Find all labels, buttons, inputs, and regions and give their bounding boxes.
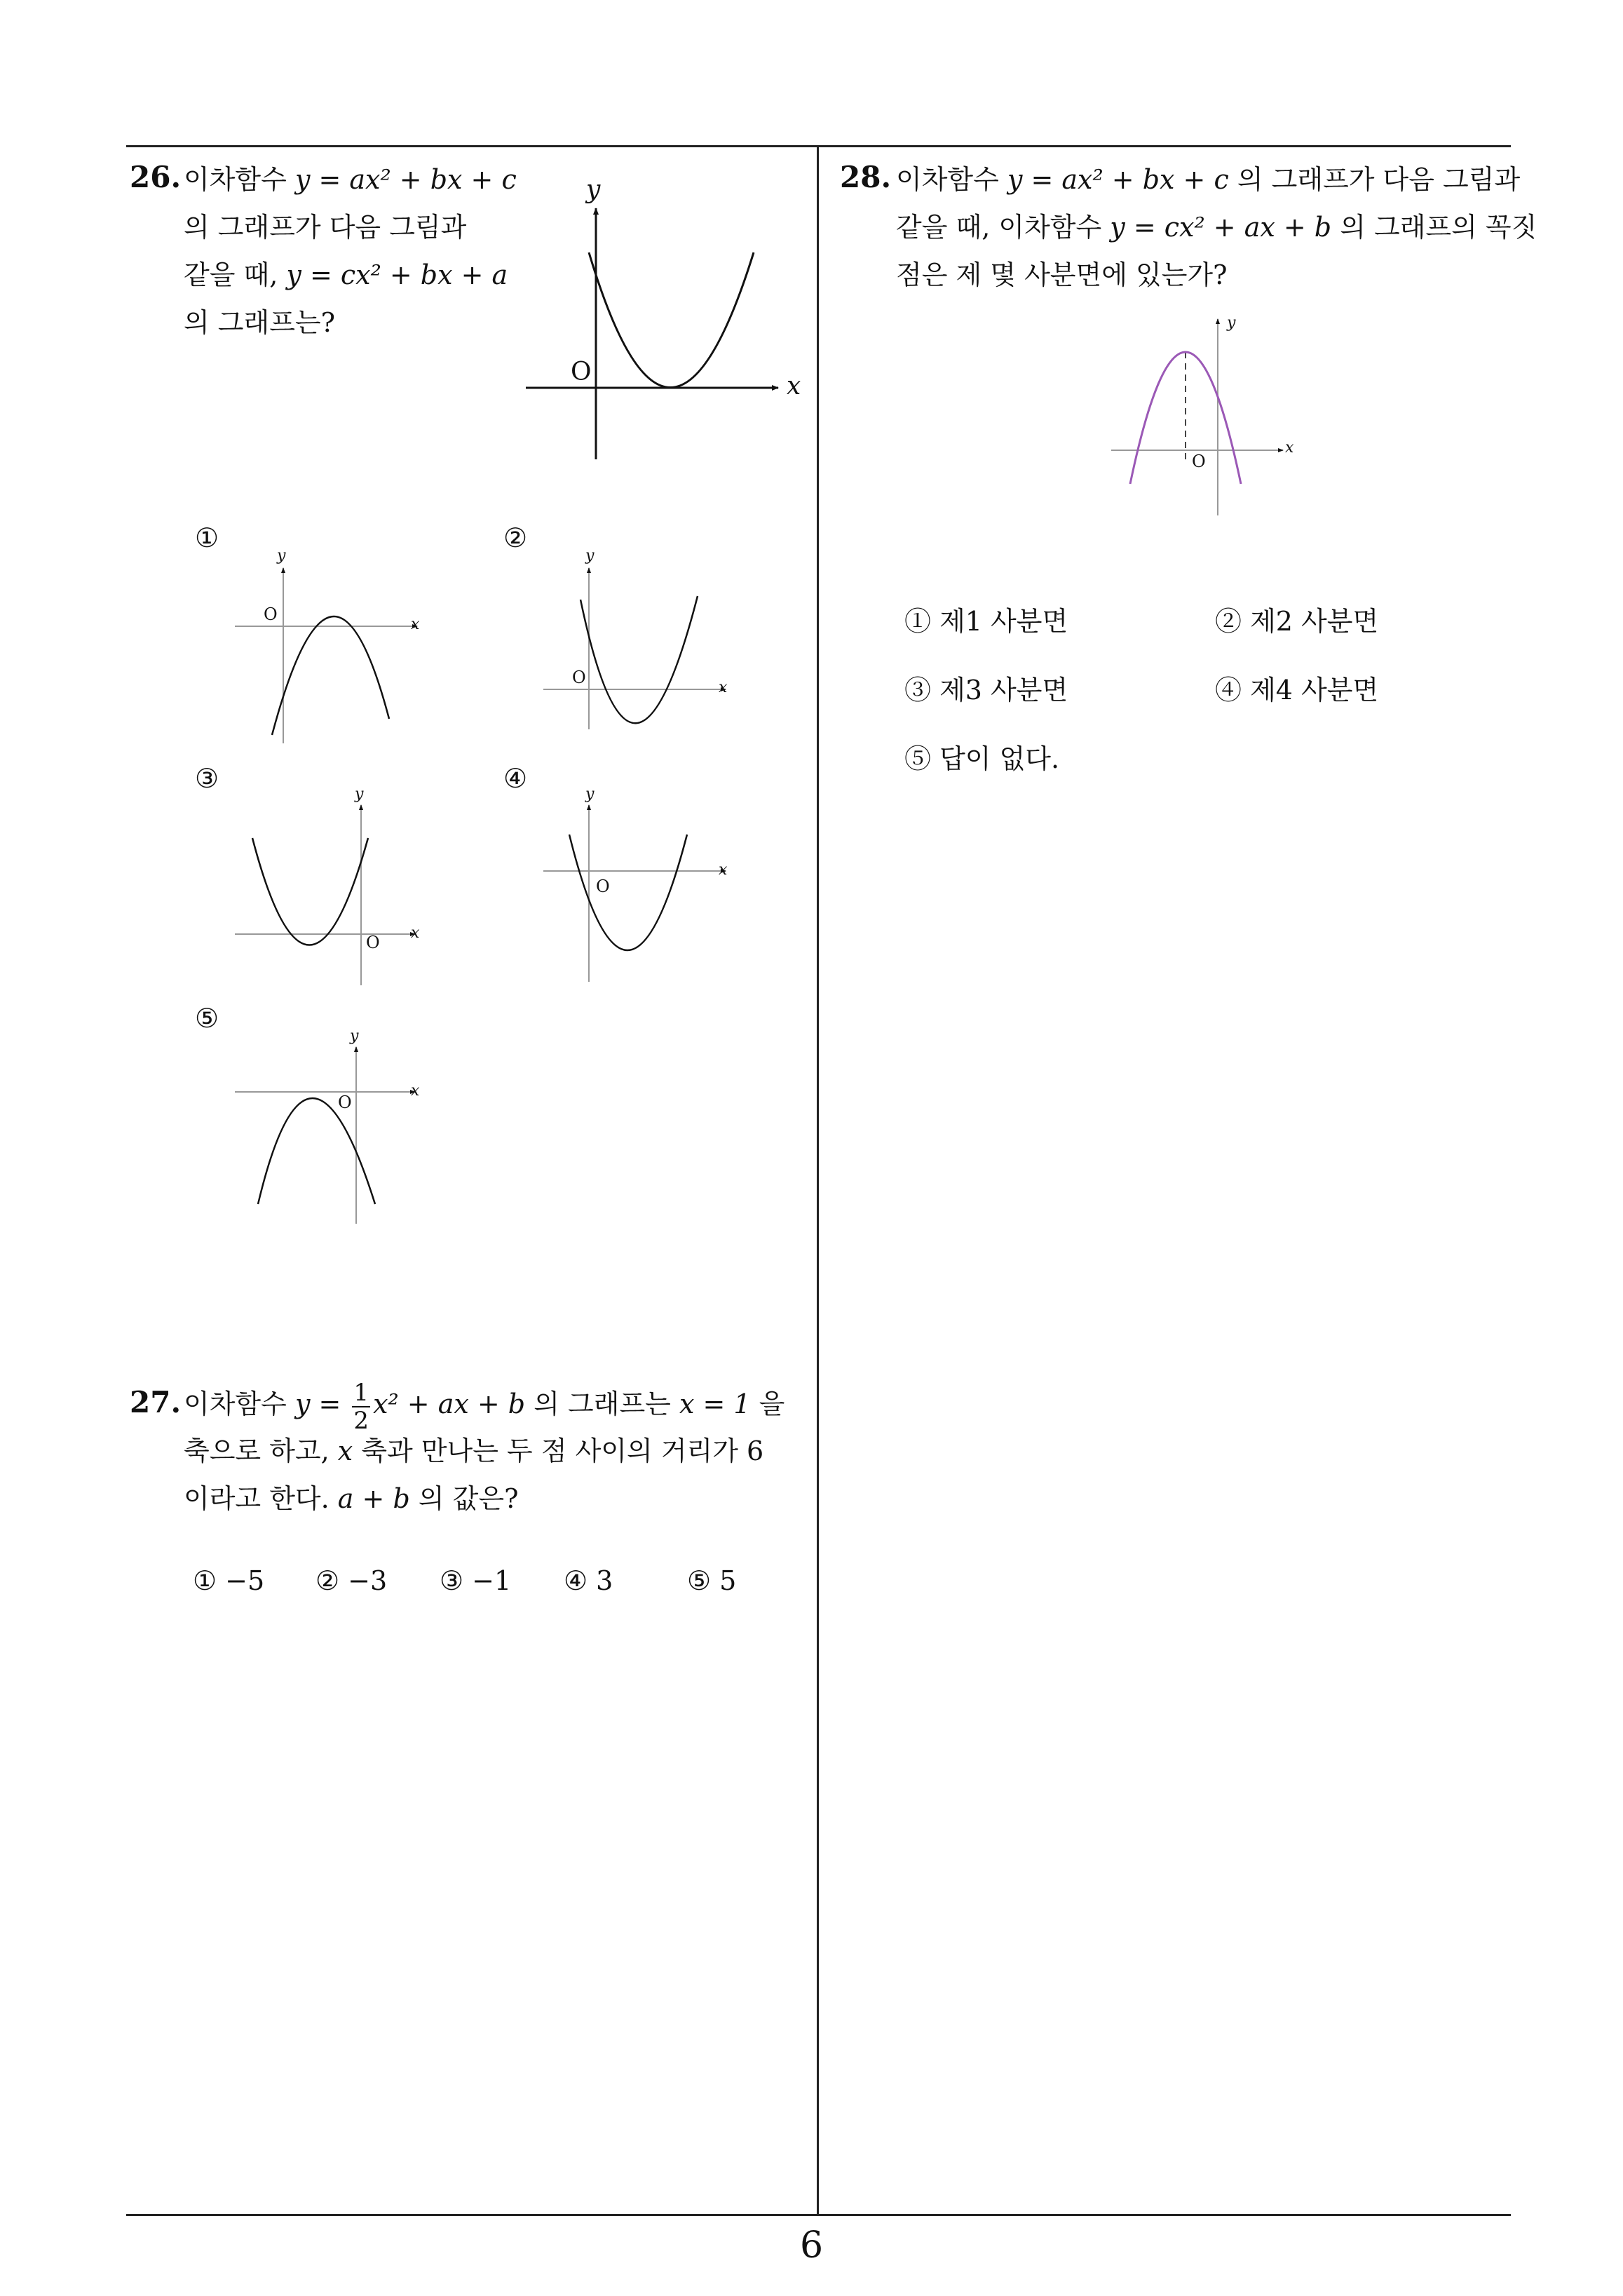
q28-choice-3[interactable]: ③ 제3 사분면: [904, 675, 1068, 705]
q27-line-1: [184, 1376, 785, 1435]
q27-line-1-text-c: 을: [759, 1389, 785, 1419]
q27-choice-5[interactable]: ⑤ 5: [687, 1565, 737, 1596]
q26-opt4-origin-label: O: [596, 877, 610, 896]
q26-option-3-graph[interactable]: [231, 792, 428, 989]
q26-option-5-graph[interactable]: [231, 1034, 428, 1231]
q28-curve: [1130, 352, 1241, 484]
bottom-rule: [126, 2214, 1511, 2216]
q28-line-2-text-b: 의 그래프의 꼭짓: [1340, 212, 1537, 243]
q28-line-1-math: y = ax² + bx + c: [1007, 164, 1229, 195]
q27-line-3-text-b: 의 값은?: [418, 1483, 519, 1514]
q27-line-3-text-a: 이라고 한다.: [184, 1483, 330, 1514]
q26-opt1-origin-label: O: [264, 605, 278, 624]
q28-line-3: 점은 제 몇 사분면에 있는가?: [896, 259, 1228, 290]
q26-opt3-curve: [252, 838, 368, 945]
q28-line-2: [896, 203, 1537, 251]
q28-choice-2[interactable]: ② 제2 사분면: [1215, 606, 1379, 637]
q27-fraction: [352, 1378, 370, 1435]
q27-line-1-text-a: 이차함수: [184, 1389, 287, 1419]
q27-line-1-text-b: 의 그래프는: [534, 1389, 671, 1419]
q28-line-1: [896, 156, 1520, 203]
q26-opt5-curve: [258, 1098, 375, 1204]
q26-main-y-label: y: [586, 175, 601, 204]
q26-line-1-text: 이차함수: [184, 164, 287, 195]
q28-graph: [1108, 316, 1318, 519]
q26-opt4-curve: [569, 835, 687, 950]
q26-opt5-origin-label: O: [338, 1093, 352, 1112]
q28-choice-1[interactable]: ① 제1 사분면: [904, 606, 1068, 637]
q26-opt3-origin-label: O: [366, 933, 380, 952]
q26-option-2-marker[interactable]: ②: [503, 522, 528, 553]
q26-opt1-curve: [272, 616, 389, 735]
q26-opt4-x-label: x: [719, 861, 728, 879]
q27-line-3-math: a + b: [337, 1483, 410, 1514]
q26-opt3-y-label: y: [355, 785, 364, 803]
q26-line-3: [184, 251, 508, 299]
column-divider: [817, 145, 819, 2214]
q26-opt1-y-label: y: [277, 547, 286, 565]
q26-option-2-graph[interactable]: [540, 554, 736, 743]
q26-opt5-y-label: y: [350, 1027, 359, 1045]
q26-main-curve: [589, 252, 754, 388]
q26-option-1-graph[interactable]: [231, 554, 428, 743]
q26-option-1-marker[interactable]: ①: [195, 522, 219, 553]
q27-line-1-math-c: x = 1: [679, 1389, 751, 1419]
q27-choice-2[interactable]: ② −3: [315, 1565, 388, 1596]
q27-choice-1[interactable]: ① −5: [193, 1565, 265, 1596]
q26-opt4-y-label: y: [585, 785, 595, 803]
q28-y-label: y: [1227, 314, 1236, 332]
q27-line-2-text-b: 축과 만나는 두 점 사이의 거리가 6: [361, 1436, 764, 1466]
q27-number: 27.: [130, 1385, 182, 1419]
q28-origin-label: O: [1192, 452, 1206, 471]
q26-opt3-x-label: x: [411, 924, 420, 942]
q26-line-3-math: y = cx² + bx + a: [286, 259, 508, 290]
q26-line-4: 의 그래프는?: [184, 307, 335, 338]
q26-number: 26.: [130, 160, 182, 194]
q27-choice-3[interactable]: ③ −1: [440, 1565, 512, 1596]
q27-line-1-math-a: y =: [294, 1389, 341, 1419]
q26-main-x-label: x: [787, 372, 801, 400]
q28-x-label: x: [1285, 439, 1294, 457]
q26-option-4-graph[interactable]: [540, 792, 736, 989]
q27-line-1-math-b: x² + ax + b: [373, 1389, 526, 1419]
q26-opt2-y-label: y: [585, 547, 595, 565]
q26-line-1: [184, 156, 517, 203]
q26-opt1-x-label: x: [411, 616, 420, 633]
q26-opt5-x-label: x: [411, 1082, 420, 1100]
q26-option-3-marker[interactable]: ③: [195, 763, 219, 794]
q27-line-3: [184, 1475, 518, 1522]
q28-choice-4[interactable]: ④ 제4 사분면: [1215, 675, 1379, 705]
q28-number: 28.: [840, 160, 892, 194]
q26-main-origin-label: O: [571, 358, 592, 386]
q26-option-5-marker[interactable]: ⑤: [195, 1003, 219, 1034]
q28-line-1-text-a: 이차함수: [896, 164, 999, 195]
q27-line-2: [184, 1427, 763, 1475]
q28-line-1-text-b: 의 그래프가 다음 그림과: [1237, 164, 1521, 195]
q28-line-2-text-a: 같을 때, 이차함수: [896, 212, 1102, 243]
q27-fraction-denominator: 2: [353, 1406, 369, 1435]
q26-opt2-curve: [580, 596, 698, 723]
q27-line-2-text-a: 축으로 하고,: [184, 1436, 330, 1466]
q26-main-graph: [522, 179, 803, 459]
q26-opt2-origin-label: O: [572, 668, 586, 687]
q28-choice-5[interactable]: ⑤ 답이 없다.: [904, 743, 1060, 774]
q26-line-1-math: y = ax² + bx + c: [294, 164, 517, 195]
q28-line-2-math: y = cx² + ax + b: [1110, 212, 1332, 243]
q27-choice-4[interactable]: ④ 3: [564, 1565, 613, 1596]
q26-line-3-text: 같을 때,: [184, 259, 278, 290]
q26-opt2-x-label: x: [719, 679, 728, 696]
q27-fraction-numerator: 1: [353, 1378, 369, 1407]
q26-line-2: 의 그래프가 다음 그림과: [184, 212, 467, 243]
q27-line-2-math: x: [337, 1436, 353, 1466]
q26-option-4-marker[interactable]: ④: [503, 763, 528, 794]
page-number: 6: [799, 2224, 824, 2267]
